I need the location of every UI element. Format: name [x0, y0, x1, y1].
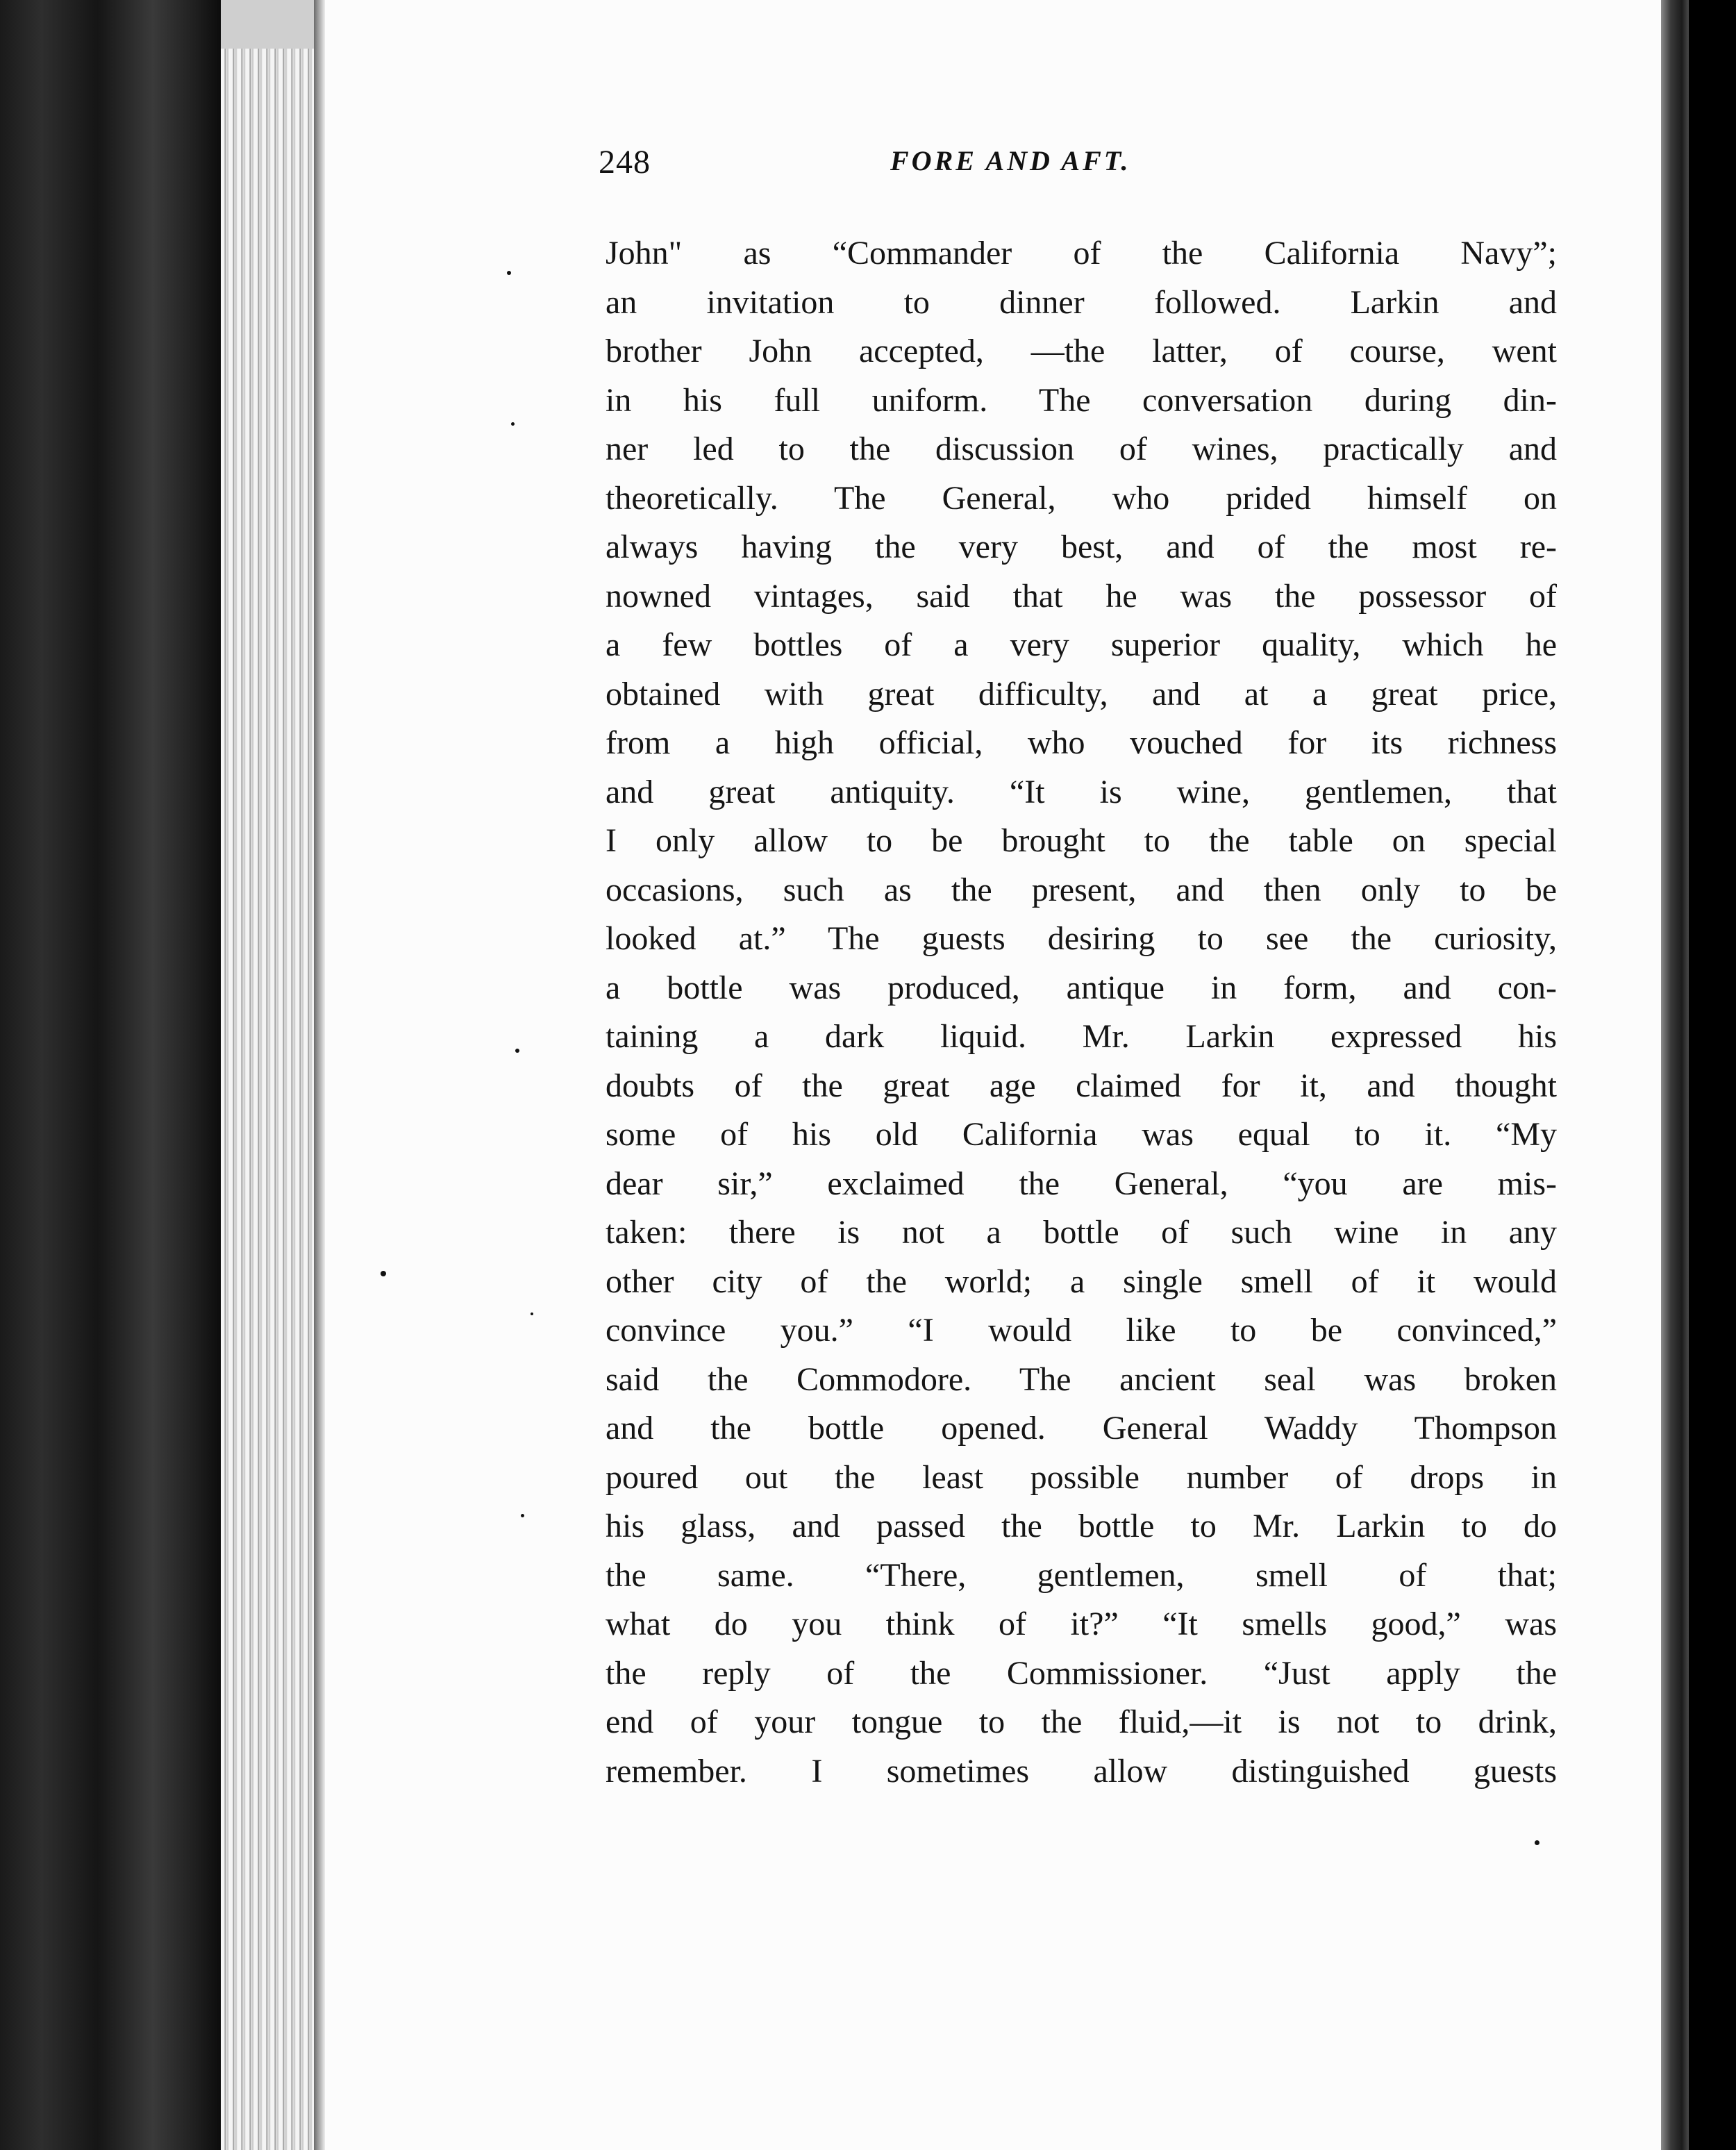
text-line: end of your tongue to the fluid,—it is not to drink, — [606, 1703, 1557, 1740]
running-head: FORE AND AFT. — [890, 145, 1131, 176]
text-line: an invitation to dinner followed. Larkin and — [606, 283, 1557, 321]
text-line: and the bottle opened. General Waddy Thompson — [606, 1410, 1557, 1447]
text-line: looked at.” The guests desiring to see the curiosity, — [606, 920, 1557, 957]
text-line: theoretically. The General, who prided himself on — [606, 479, 1557, 517]
text-line: a bottle was produced, antique in form, and con- — [606, 969, 1557, 1006]
text-line: poured out the least possible number of drops in — [606, 1458, 1557, 1496]
text-line: some of his old California was equal to it. “My — [606, 1116, 1557, 1153]
text-line: from a high official, who vouched for its richness — [606, 724, 1557, 761]
body-text — [606, 229, 1557, 1796]
text-line: I only allow to be brought to the table on special — [606, 822, 1557, 859]
ink-speck — [511, 422, 515, 426]
page-number: 248 — [599, 144, 651, 181]
ink-speck — [507, 271, 511, 275]
book-spine-shadow — [0, 0, 221, 2150]
text-line: doubts of the great age claimed for it, and thought — [606, 1067, 1557, 1104]
text-line: remember. I sometimes allow distinguished guests — [606, 1752, 1557, 1790]
ink-speck — [521, 1514, 524, 1517]
text-line: nowned vintages, said that he was the possessor of — [606, 577, 1557, 615]
text-line: convince you.” “I would like to be convinced,” — [606, 1312, 1557, 1349]
text-line: obtained with great difficulty, and at a great price, — [606, 675, 1557, 712]
ink-speck — [531, 1312, 533, 1315]
text-line: brother John accepted, —the latter, of course, went — [606, 333, 1557, 369]
text-line: always having the very best, and of the most re- — [606, 528, 1557, 565]
text-line: his glass, and passed the bottle to Mr. Larkin to do — [606, 1508, 1557, 1544]
ink-speck — [381, 1271, 386, 1276]
text-line: a few bottles of a very superior quality, which he — [606, 626, 1557, 663]
text-line: the reply of the Commissioner. “Just apply the — [606, 1654, 1557, 1692]
page-header — [599, 143, 1293, 185]
text-line: other city of the world; a single smell of it would — [606, 1262, 1557, 1300]
text-line: in his full uniform. The conversation during din- — [606, 381, 1557, 419]
text-line: dear sir,” exclaimed the General, “you are mis- — [606, 1165, 1557, 1202]
ink-speck — [1535, 1840, 1539, 1845]
page-edges-top — [221, 0, 319, 49]
text-line: John" as “Commander of the California Navy”; — [606, 235, 1557, 272]
gutter-shadow — [314, 0, 325, 2150]
right-page-edge — [1661, 0, 1689, 2150]
ink-speck — [515, 1049, 519, 1053]
text-line: occasions, such as the present, and then only to be — [606, 871, 1557, 908]
scan-border — [1689, 0, 1736, 2150]
text-line: said the Commodore. The ancient seal was broken — [606, 1360, 1557, 1398]
page-edges — [221, 0, 319, 2150]
text-line: taken: there is not a bottle of such wine in any — [606, 1214, 1557, 1251]
text-line: the same. “There, gentlemen, smell of that; — [606, 1556, 1557, 1594]
text-line: what do you think of it?” “It smells good,” was — [606, 1606, 1557, 1642]
text-line: ner led to the discussion of wines, practically and — [606, 431, 1557, 467]
text-line: taining a dark liquid. Mr. Larkin expressed his — [606, 1018, 1557, 1055]
text-line: and great antiquity. “It is wine, gentlemen, that — [606, 773, 1557, 810]
